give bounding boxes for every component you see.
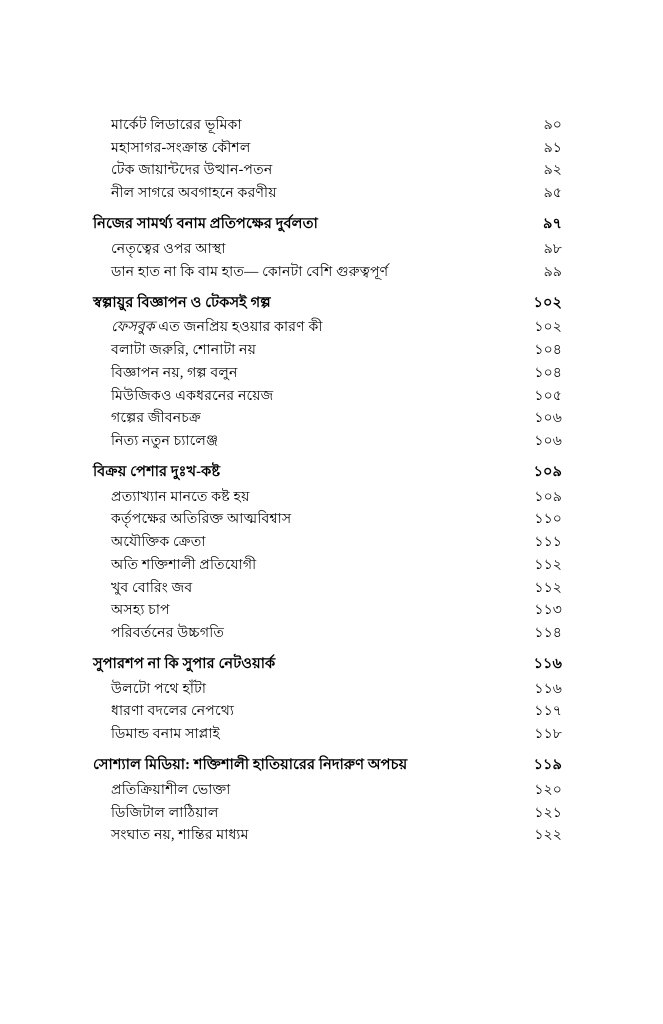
toc-section-entry[interactable]	[111, 118, 562, 132]
toc-page-number: ৯৮	[543, 240, 562, 257]
toc-entry-title: সোশ্যাল মিডিয়া: শক্তিশালী হাতিয়ারের নিদারুণ অপচয়	[93, 757, 408, 774]
toc-section-entry[interactable]	[111, 727, 562, 741]
toc-chapter-entry[interactable]	[93, 217, 562, 232]
toc-entry-title: ডিজিটাল লাঠিয়াল	[111, 804, 219, 821]
toc-entry-title: অতি শক্তিশালী প্রতিযোগী	[111, 556, 257, 573]
toc-section-entry[interactable]	[111, 783, 562, 797]
toc-entry-title: ডিমান্ড বনাম সাপ্লাই	[111, 726, 221, 743]
toc-page-number: ১০৯	[534, 488, 562, 505]
toc-section-entry[interactable]	[111, 682, 562, 696]
toc-page-number: ১০৫	[534, 387, 562, 404]
toc-entry-title: নিজের সামর্থ্য বনাম প্রতিপক্ষের দুর্বলতা	[93, 216, 318, 233]
toc-section-entry[interactable]	[111, 141, 562, 155]
toc-section-entry[interactable]	[111, 558, 562, 572]
toc-section-entry[interactable]	[111, 265, 562, 279]
toc-page-number: ১০২	[533, 294, 562, 311]
toc-entry-title: নীল সাগরে অবগাহনে করণীয়	[111, 185, 277, 202]
toc-entry-title: স্বল্পায়ুর বিজ্ঞাপন ও টেকসই গল্প	[93, 294, 271, 311]
toc-entry-title: খুব বোরিং জব	[111, 579, 193, 596]
toc-entry-title: সুপারশপ না কি সুপার নেটওয়ার্ক	[93, 656, 276, 673]
toc-chapter-entry[interactable]	[93, 758, 562, 773]
toc-entry-title: নেতৃত্বের ওপর আস্থা	[111, 240, 226, 257]
toc-section-entry[interactable]	[111, 320, 562, 334]
toc-page-number: ১১৩	[534, 602, 562, 619]
toc-entry-list	[93, 118, 562, 843]
toc-page-number: ১১৪	[534, 624, 562, 641]
toc-page-number: ১১৬	[533, 656, 562, 673]
toc-entry-title: বলাটা জরুরি, শোনাটা নয়	[111, 342, 257, 359]
toc-page-number: ১২১	[534, 804, 562, 821]
toc-page-number: ১২২	[534, 827, 562, 844]
toc-page-number: ১০৪	[534, 342, 562, 359]
toc-page-number: ৯৫	[543, 185, 562, 202]
toc-entry-italic-term: ফেসবুক	[111, 319, 155, 336]
toc-page-number: ১১১	[534, 534, 562, 551]
toc-entry-title: মার্কেট লিডারের ভূমিকা	[111, 117, 242, 133]
toc-section-group	[93, 657, 562, 741]
toc-section-entry[interactable]	[111, 704, 562, 718]
toc-page-number: ৯৯	[543, 263, 562, 280]
toc-entry-title: অসহ্য চাপ	[111, 602, 170, 619]
toc-chapter-entry[interactable]	[93, 296, 562, 311]
toc-page-number: ৯০	[543, 117, 562, 133]
toc-section-entry[interactable]	[111, 343, 562, 357]
toc-section-group	[93, 465, 562, 640]
toc-section-entry[interactable]	[111, 603, 562, 617]
toc-page-number: ৯২	[543, 162, 562, 179]
toc-section-group	[93, 296, 562, 448]
toc-page-number: ১১০	[534, 511, 562, 528]
toc-entry-title: ধারণা বদলের নেপথ্যে	[111, 703, 235, 720]
toc-page-number: ১০৪	[534, 364, 562, 381]
toc-entry-title: মহাসাগর-সংক্রান্ত কৌশল	[111, 139, 251, 156]
toc-page-number: ১০৬	[534, 432, 562, 449]
toc-page-number: ১১৮	[534, 726, 562, 743]
toc-section-entry[interactable]	[111, 163, 562, 177]
toc-entry-title: বিজ্ঞাপন নয়, গল্প বলুন	[111, 364, 238, 381]
toc-section-entry[interactable]	[111, 626, 562, 640]
toc-section-entry[interactable]	[111, 366, 562, 380]
toc-section-group	[93, 758, 562, 842]
toc-entry-title: ফেসবুক এত জনপ্রিয় হওয়ার কারণ কী	[111, 319, 323, 336]
toc-section-entry[interactable]	[111, 535, 562, 549]
toc-page-number: ১০৬	[534, 410, 562, 427]
toc-entry-title: অযৌক্তিক ক্রেতা	[111, 534, 206, 551]
toc-entry-title: গল্পের জীবনচক্র	[111, 410, 202, 427]
toc-page-number: ৯১	[543, 139, 562, 156]
toc-entry-title: উলটো পথে হাঁটা	[111, 680, 207, 697]
toc-chapter-entry[interactable]	[93, 657, 562, 672]
toc-section-group	[93, 217, 562, 279]
toc-section-entry[interactable]	[111, 242, 562, 256]
toc-entry-title: কর্তৃপক্ষের অতিরিক্ত আত্মবিশ্বাস	[111, 511, 292, 528]
toc-page-number: ১২০	[534, 781, 562, 798]
toc-section-entry[interactable]	[111, 434, 562, 448]
toc-page-number: ১১৬	[534, 680, 562, 697]
toc-section-entry[interactable]	[111, 490, 562, 504]
toc-page-number: ১০৯	[533, 464, 562, 481]
toc-entry-title: প্রতিক্রিয়াশীল ভোক্তা	[111, 781, 231, 798]
toc-section-entry[interactable]	[111, 828, 562, 842]
toc-section-entry[interactable]	[111, 581, 562, 595]
toc-page-number: ১১৭	[534, 703, 562, 720]
toc-page-number: ৯৭	[543, 216, 562, 233]
toc-entry-title: প্রত্যাখ্যান মানতে কষ্ট হয়	[111, 488, 250, 505]
toc-page-number: ১০২	[534, 319, 562, 336]
toc-chapter-entry[interactable]	[93, 465, 562, 480]
toc-entry-title: বিক্রয় পেশার দুঃখ-কষ্ট	[93, 464, 221, 481]
toc-section-group	[93, 118, 562, 200]
toc-entry-title: পরিবর্তনের উচ্চগতি	[111, 624, 225, 641]
toc-section-entry[interactable]	[111, 806, 562, 820]
toc-entry-title: সংঘাত নয়, শান্তির মাধ্যম	[111, 827, 249, 844]
toc-page-number: ১১২	[534, 556, 562, 573]
toc-section-entry[interactable]	[111, 411, 562, 425]
toc-section-entry[interactable]	[111, 389, 562, 403]
toc-entry-title: মিউজিকও একধরনের নয়েজ	[111, 387, 274, 404]
toc-page-number: ১১২	[534, 579, 562, 596]
toc-section-entry[interactable]	[111, 186, 562, 200]
toc-section-entry[interactable]	[111, 512, 562, 526]
toc-entry-title: ডান হাত না কি বাম হাত— কোনটা বেশি গুরুত্বপূর্ণ	[111, 263, 389, 280]
toc-entry-title: টেক জায়ান্টদের উত্থান-পতন	[111, 162, 273, 179]
toc-page-number: ১১৯	[533, 757, 562, 774]
toc-entry-title: নিত্য নতুন চ্যালেঞ্জ	[111, 432, 219, 449]
